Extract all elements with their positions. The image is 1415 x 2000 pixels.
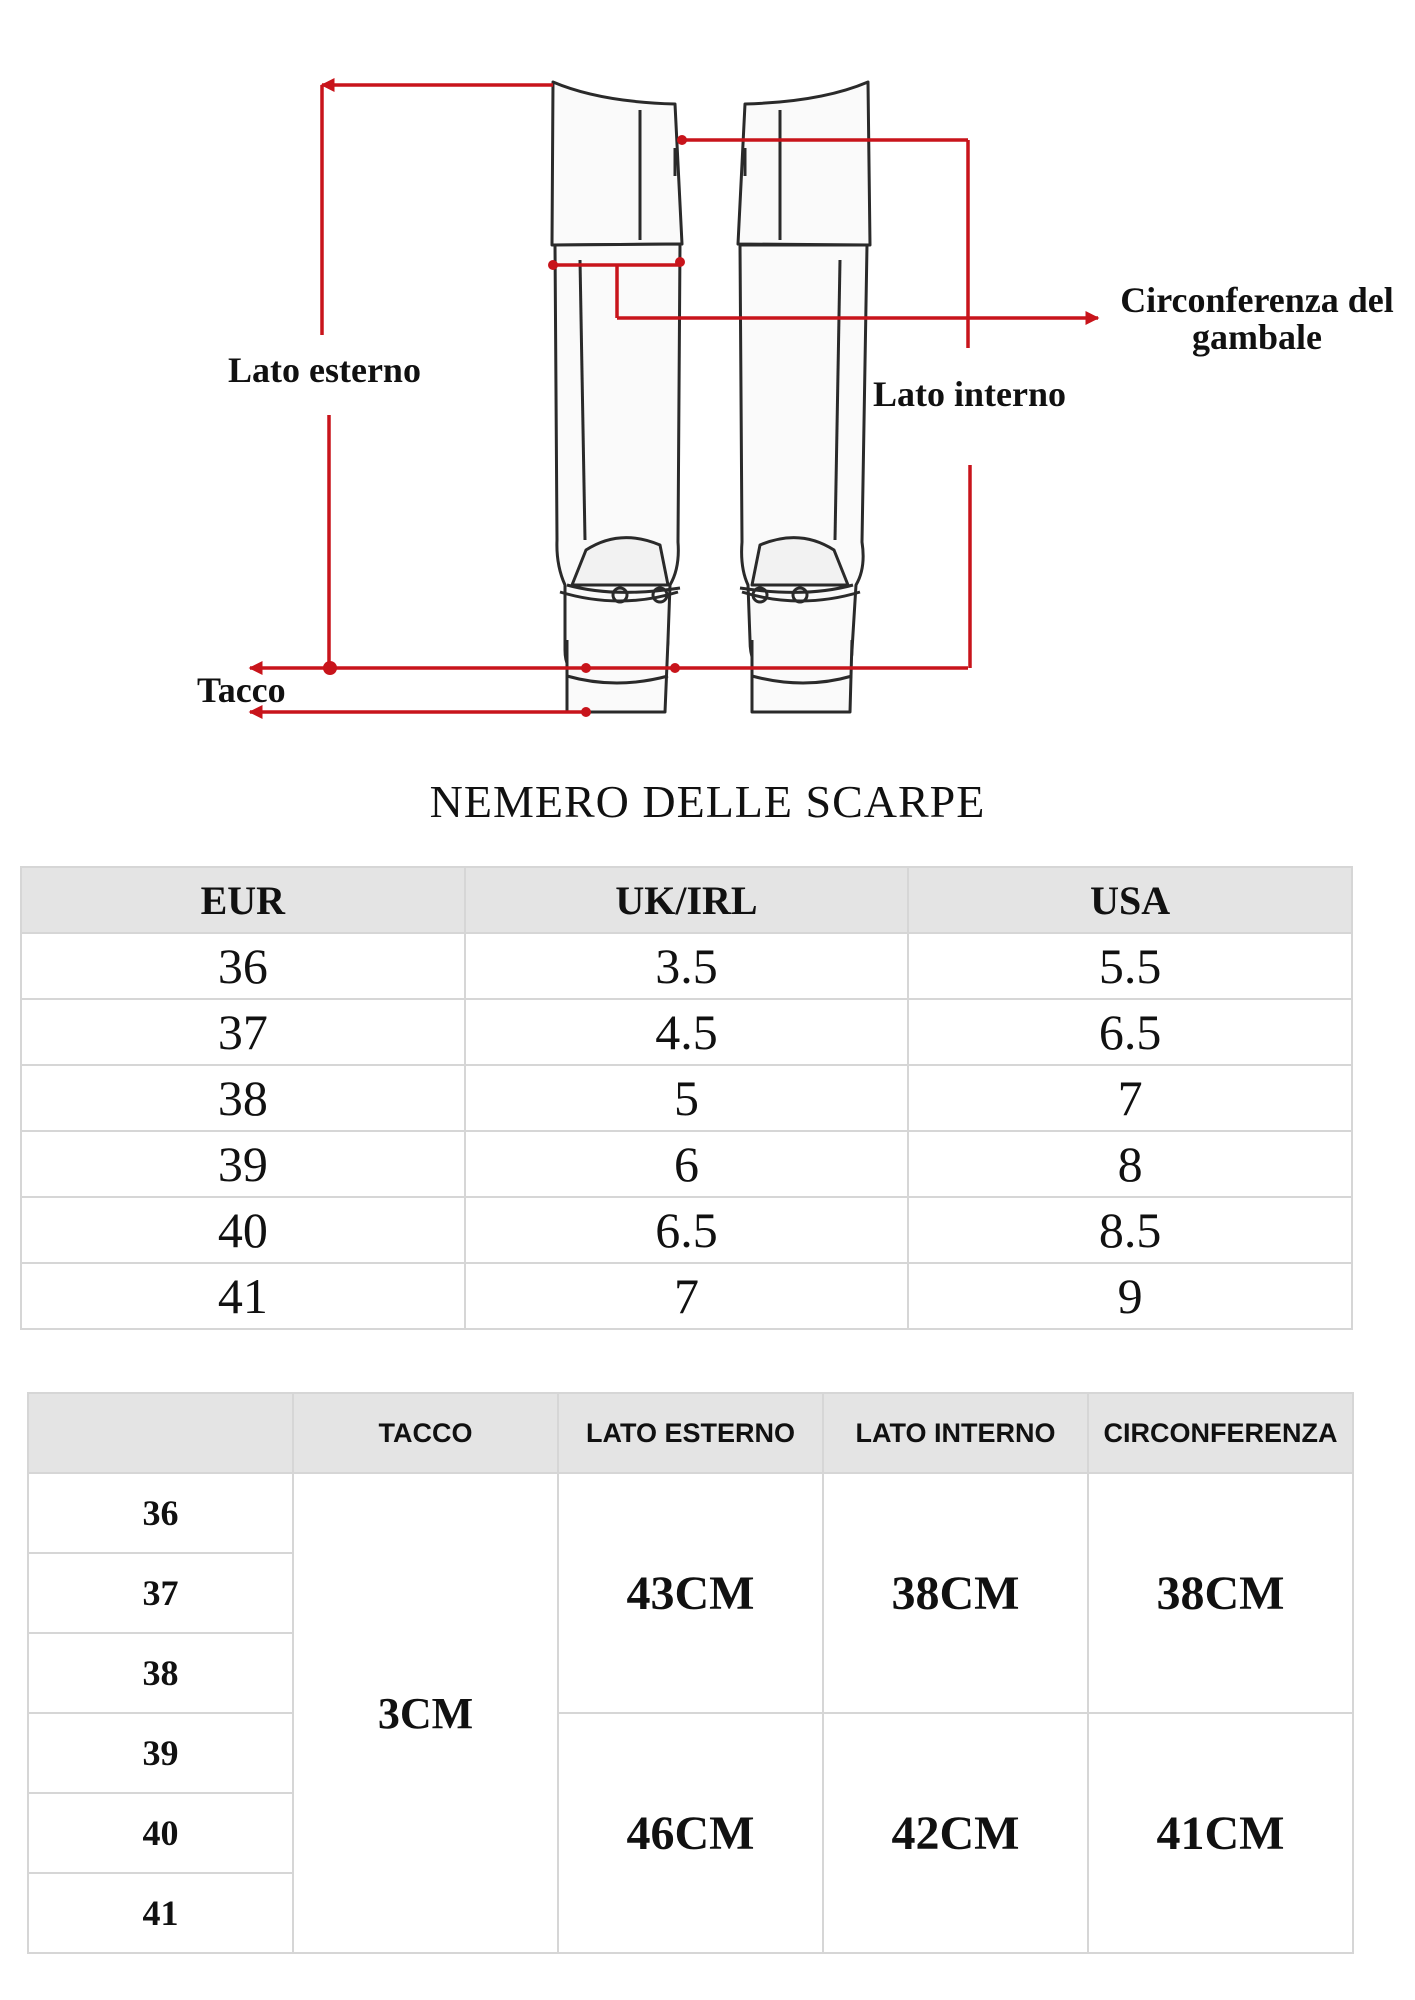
cell-eur: 38 (21, 1065, 465, 1131)
cell-usa: 8.5 (908, 1197, 1352, 1263)
label-tacco: Tacco (197, 670, 286, 710)
label-lato-interno: Lato interno (873, 374, 1066, 414)
cell-uk: 5 (465, 1065, 909, 1131)
cell-usa: 6.5 (908, 999, 1352, 1065)
cell-uk: 7 (465, 1263, 909, 1329)
header-tacco: TACCO (293, 1393, 558, 1473)
circonferenza-value-a: 38CM (1088, 1473, 1353, 1713)
cell-uk: 4.5 (465, 999, 909, 1065)
size-cell: 38 (28, 1633, 293, 1713)
circonferenza-value-b: 41CM (1088, 1713, 1353, 1953)
header-usa: USA (908, 867, 1352, 933)
measure-table-header-row (28, 1393, 1353, 1473)
tacco-value: 3CM (293, 1473, 558, 1953)
table-row (21, 1263, 1352, 1329)
cell-eur: 36 (21, 933, 465, 999)
size-cell: 40 (28, 1793, 293, 1873)
cell-usa: 9 (908, 1263, 1352, 1329)
table-row (21, 1197, 1352, 1263)
cell-eur: 39 (21, 1131, 465, 1197)
cell-usa: 8 (908, 1131, 1352, 1197)
header-uk-irl: UK/IRL (465, 867, 909, 933)
cell-eur: 40 (21, 1197, 465, 1263)
size-conversion-table (20, 866, 1353, 1330)
header-eur: EUR (21, 867, 465, 933)
cell-usa: 5.5 (908, 933, 1352, 999)
boots-illustration (552, 82, 870, 712)
table-row (28, 1473, 1353, 1553)
label-circonferenza-line2: gambale (1192, 317, 1322, 357)
header-circonferenza: CIRCONFERENZA (1088, 1393, 1353, 1473)
cell-eur: 41 (21, 1263, 465, 1329)
lato-interno-value-b: 42CM (823, 1713, 1088, 1953)
cell-uk: 3.5 (465, 933, 909, 999)
size-cell: 36 (28, 1473, 293, 1553)
cell-uk: 6 (465, 1131, 909, 1197)
size-table-title: NEMERO DELLE SCARPE (429, 776, 986, 827)
lato-esterno-value-a: 43CM (558, 1473, 823, 1713)
table-row (21, 1065, 1352, 1131)
table-row (21, 999, 1352, 1065)
header-lato-interno: LATO INTERNO (823, 1393, 1088, 1473)
lato-interno-value-a: 38CM (823, 1473, 1088, 1713)
header-lato-esterno: LATO ESTERNO (558, 1393, 823, 1473)
boot-measurements-table (27, 1392, 1354, 1954)
boot-measurement-diagram (0, 0, 1415, 760)
cell-eur: 37 (21, 999, 465, 1065)
size-cell: 41 (28, 1873, 293, 1953)
lato-esterno-value-b: 46CM (558, 1713, 823, 1953)
header-size (28, 1393, 293, 1473)
cell-uk: 6.5 (465, 1197, 909, 1263)
table-row (21, 933, 1352, 999)
size-table-header-row (21, 867, 1352, 933)
size-cell: 39 (28, 1713, 293, 1793)
label-circonferenza-line1: Circonferenza del (1120, 280, 1394, 320)
cell-usa: 7 (908, 1065, 1352, 1131)
label-lato-esterno: Lato esterno (228, 350, 421, 390)
table-row (21, 1131, 1352, 1197)
size-cell: 37 (28, 1553, 293, 1633)
table-row (28, 1713, 1353, 1793)
